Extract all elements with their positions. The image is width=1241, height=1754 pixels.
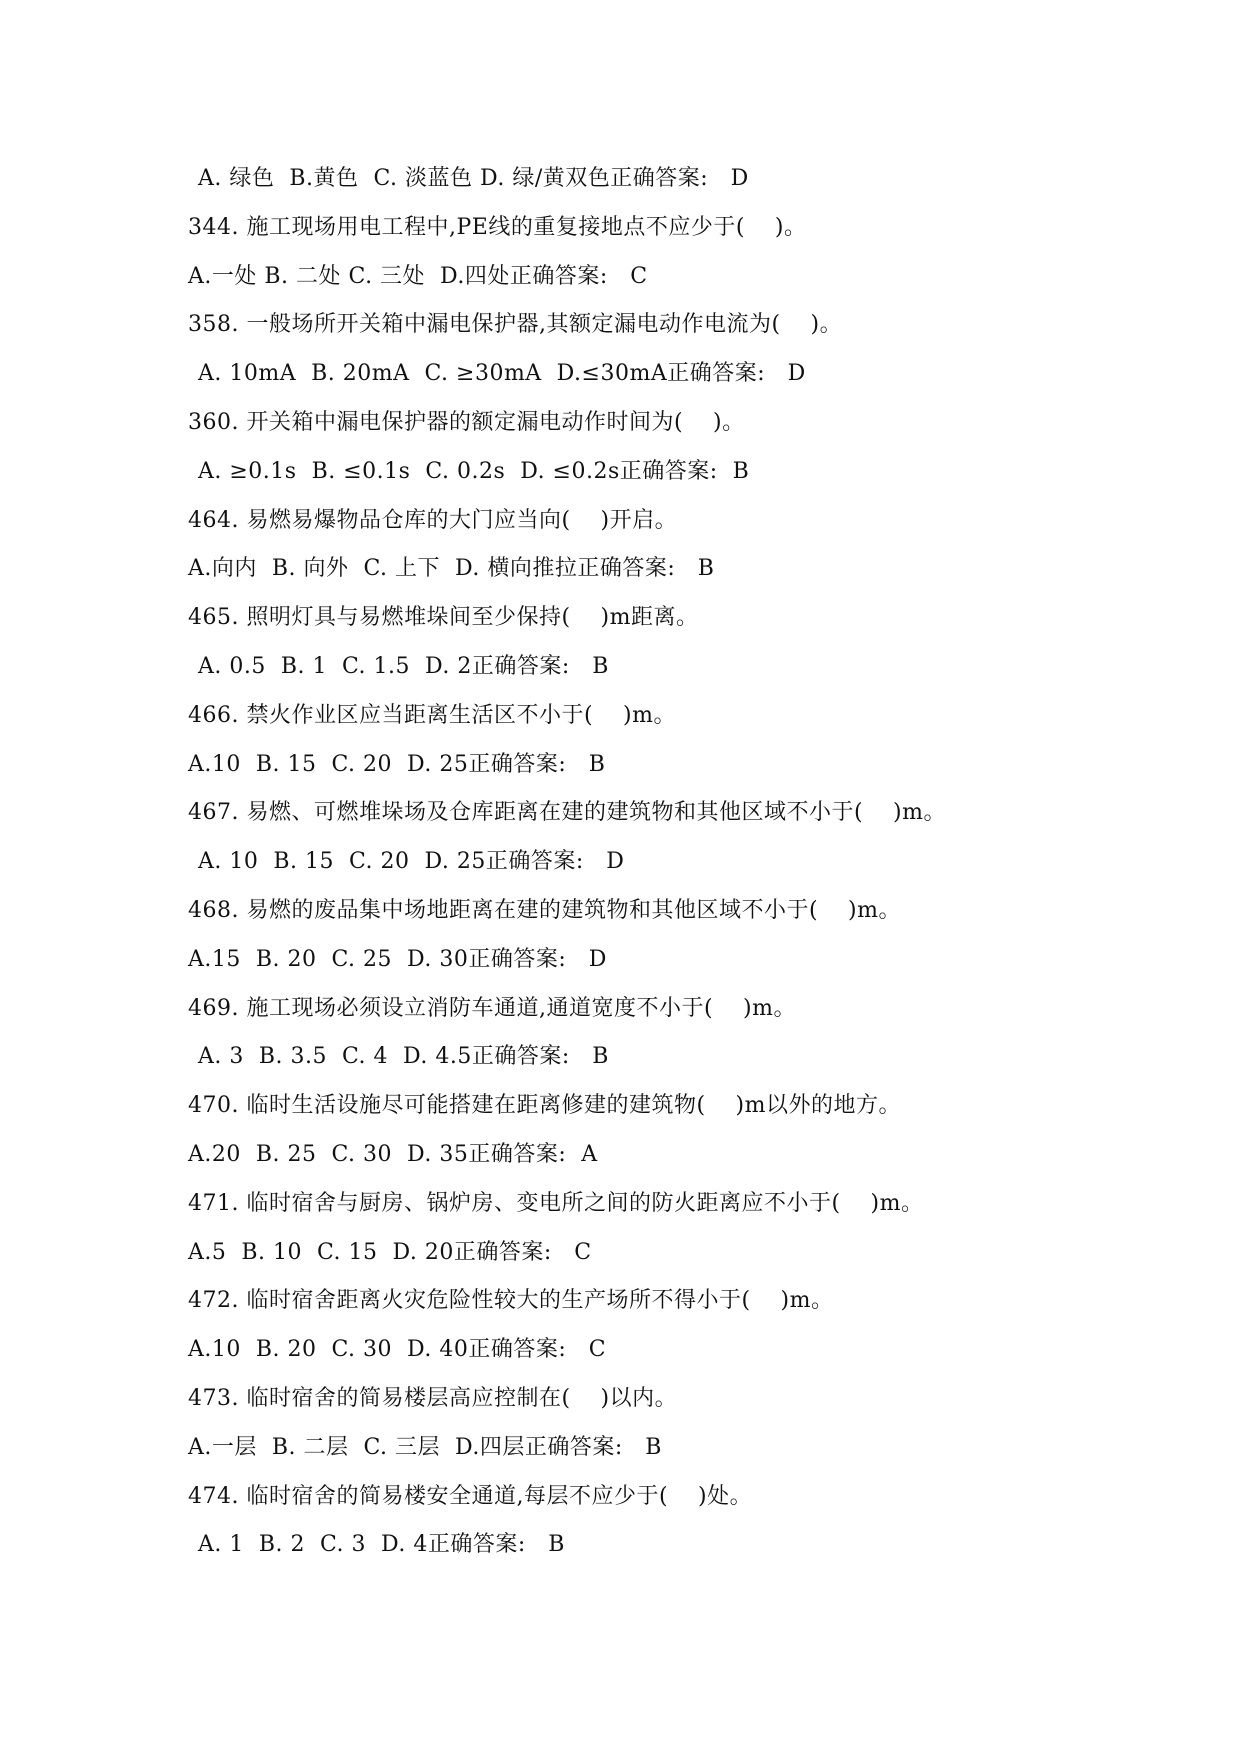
question-line: 473. 临时宿舍的简易楼层高应控制在( )以内。 <box>188 1385 678 1411</box>
answer-line: A.向内 B. 向外 C. 上下 D. 横向推拉正确答案: B <box>188 556 715 582</box>
answer-line: A. 0.5 B. 1 C. 1.5 D. 2正确答案: B <box>198 653 609 679</box>
answer-line: A. 10mA B. 20mA C. ≥30mA D.≤30mA正确答案: D <box>198 361 806 387</box>
question-line: 358. 一般场所开关箱中漏电保护器,其额定漏电动作电流为( )。 <box>188 312 843 338</box>
question-line: 465. 照明灯具与易燃堆垛间至少保持( )m距离。 <box>188 605 699 631</box>
answer-line: A.一层 B. 二层 C. 三层 D.四层正确答案: B <box>188 1434 662 1460</box>
question-list <box>188 155 1088 1570</box>
answer-line: A.5 B. 10 C. 15 D. 20正确答案: C <box>188 1239 592 1265</box>
question-line: 464. 易燃易爆物品仓库的大门应当向( )开启。 <box>188 507 678 533</box>
answer-line: A.10 B. 15 C. 20 D. 25正确答案: B <box>188 751 606 777</box>
answer-line: A.一处 B. 二处 C. 三处 D.四处正确答案: C <box>188 263 648 289</box>
answer-line: A. ≥0.1s B. ≤0.1s C. 0.2s D. ≤0.2s正确答案: B <box>198 458 750 484</box>
answer-line: A. 3 B. 3.5 C. 4 D. 4.5正确答案: B <box>198 1044 609 1070</box>
question-line: 468. 易燃的废品集中场地距离在建的建筑物和其他区域不小于( )m。 <box>188 897 901 923</box>
question-line: 466. 禁火作业区应当距离生活区不小于( )m。 <box>188 702 676 728</box>
question-line: 472. 临时宿舍距离火灾危险性较大的生产场所不得小于( )m。 <box>188 1288 834 1314</box>
question-line: 467. 易燃、可燃堆垛场及仓库距离在建的建筑物和其他区域不小于( )m。 <box>188 800 946 826</box>
answer-line: A. 10 B. 15 C. 20 D. 25正确答案: D <box>198 849 625 875</box>
answer-line: A. 绿色 B.黄色 C. 淡蓝色 D. 绿/黄双色正确答案: D <box>198 166 749 191</box>
answer-line: A.10 B. 20 C. 30 D. 40正确答案: C <box>188 1337 607 1363</box>
answer-line: A.20 B. 25 C. 30 D. 35正确答案: A <box>188 1141 598 1167</box>
answer-line: A. 1 B. 2 C. 3 D. 4正确答案: B <box>198 1532 565 1558</box>
question-line: 470. 临时生活设施尽可能搭建在距离修建的建筑物( )m以外的地方。 <box>188 1093 901 1119</box>
question-line: 474. 临时宿舍的简易楼安全通道,每层不应少于( )处。 <box>188 1483 753 1509</box>
answer-line: A.15 B. 20 C. 25 D. 30正确答案: D <box>188 946 607 972</box>
question-line: 360. 开关箱中漏电保护器的额定漏电动作时间为( )。 <box>188 409 745 435</box>
question-line: 471. 临时宿舍与厨房、锅炉房、变电所之间的防火距离应不小于( )m。 <box>188 1190 924 1216</box>
question-line: 469. 施工现场必须设立消防车通道,通道宽度不小于( )m。 <box>188 995 796 1021</box>
question-line: 344. 施工现场用电工程中,PE线的重复接地点不应少于( )。 <box>188 214 807 240</box>
